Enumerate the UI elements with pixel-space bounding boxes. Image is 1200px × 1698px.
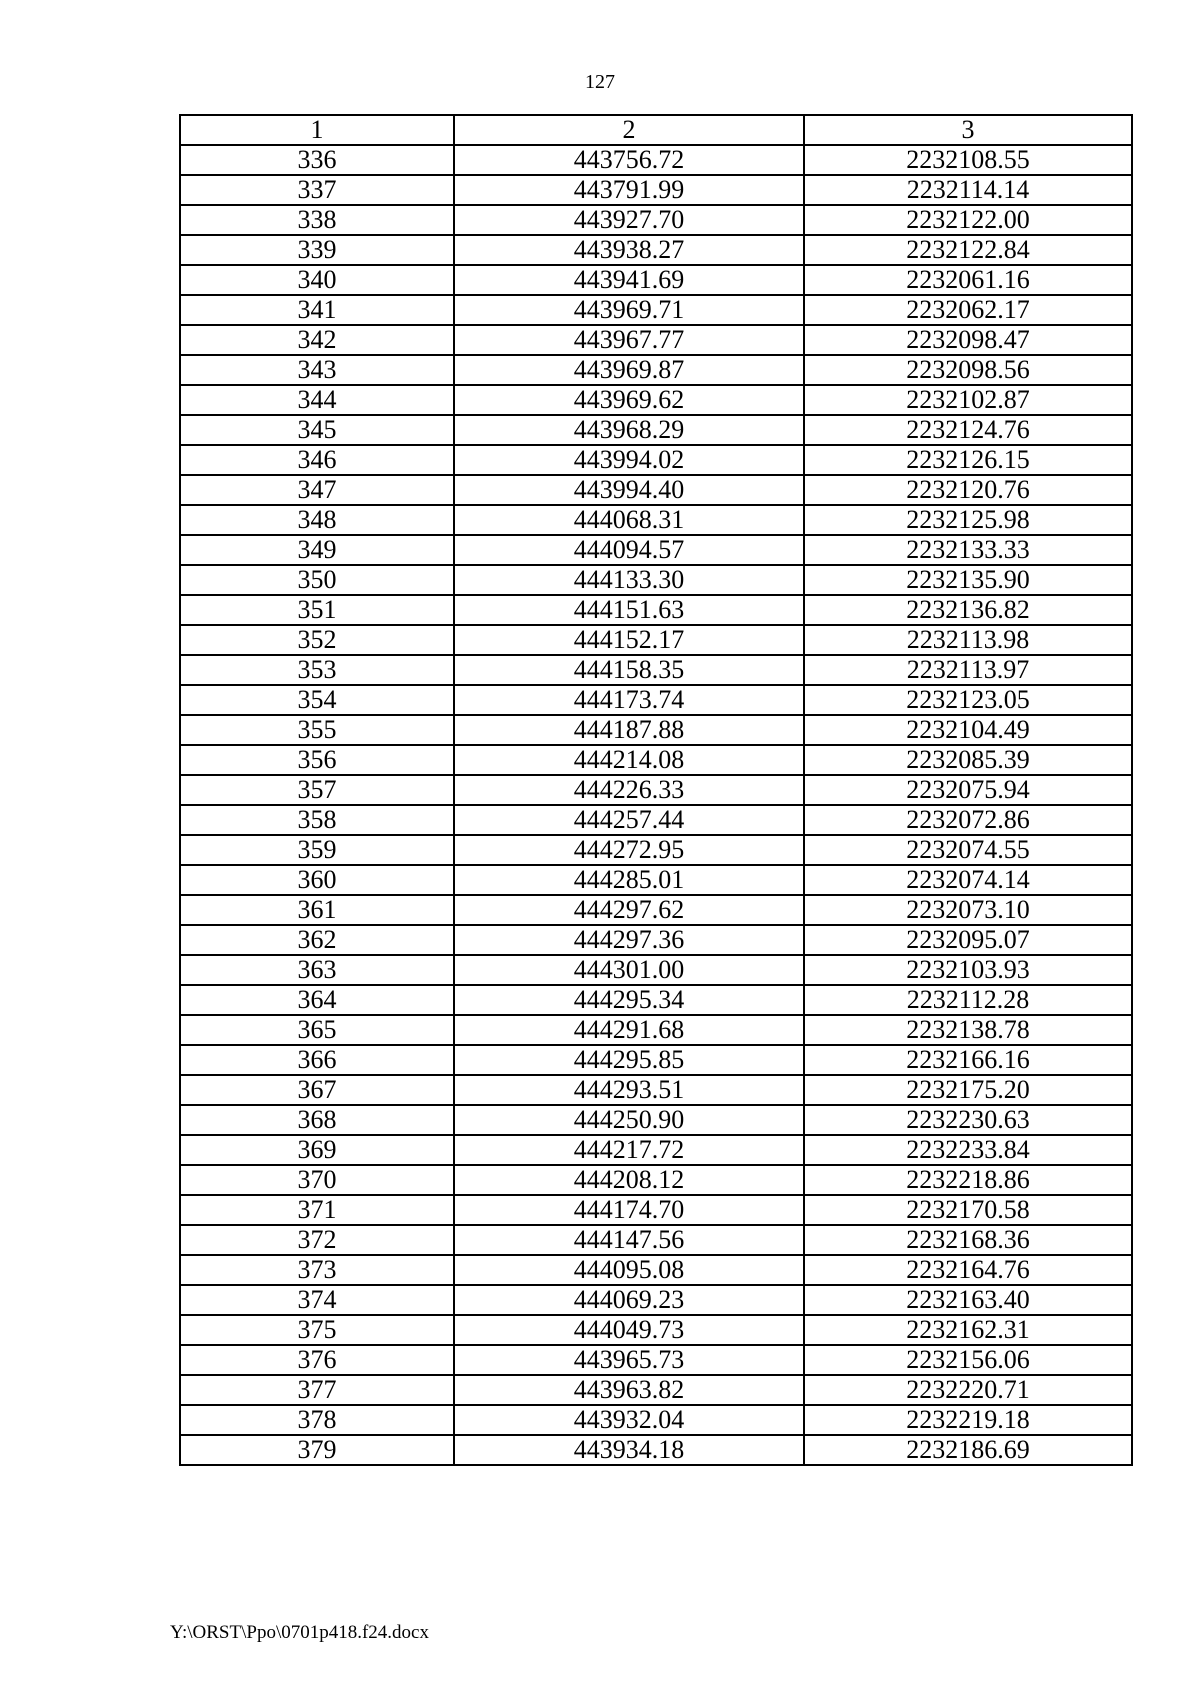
y-coordinate-cell: 2232095.07 — [804, 925, 1132, 955]
y-coordinate-cell: 2232135.90 — [804, 565, 1132, 595]
y-coordinate-cell: 2232218.86 — [804, 1165, 1132, 1195]
point-number-cell: 374 — [180, 1285, 454, 1315]
point-number-cell: 344 — [180, 385, 454, 415]
x-coordinate-cell: 444133.30 — [454, 565, 804, 595]
point-number-cell: 373 — [180, 1255, 454, 1285]
y-coordinate-cell: 2232113.98 — [804, 625, 1132, 655]
y-coordinate-cell: 2232138.78 — [804, 1015, 1132, 1045]
point-number-cell: 339 — [180, 235, 454, 265]
point-number-cell: 337 — [180, 175, 454, 205]
table-row — [180, 1255, 1132, 1285]
y-coordinate-cell: 2232162.31 — [804, 1315, 1132, 1345]
x-coordinate-cell: 443994.40 — [454, 475, 804, 505]
x-coordinate-cell: 444257.44 — [454, 805, 804, 835]
table-row — [180, 895, 1132, 925]
y-coordinate-cell: 2232074.14 — [804, 865, 1132, 895]
point-number-cell: 359 — [180, 835, 454, 865]
table-row — [180, 805, 1132, 835]
table-row — [180, 1135, 1132, 1165]
table-row — [180, 775, 1132, 805]
y-coordinate-cell: 2232114.14 — [804, 175, 1132, 205]
y-coordinate-cell: 2232230.63 — [804, 1105, 1132, 1135]
point-number-cell: 343 — [180, 355, 454, 385]
column-header-3: 3 — [804, 115, 1132, 145]
table-row — [180, 625, 1132, 655]
table-header — [180, 115, 1132, 145]
y-coordinate-cell: 2232120.76 — [804, 475, 1132, 505]
x-coordinate-cell: 444272.95 — [454, 835, 804, 865]
table-row — [180, 745, 1132, 775]
y-coordinate-cell: 2232219.18 — [804, 1405, 1132, 1435]
point-number-cell: 357 — [180, 775, 454, 805]
table-row — [180, 475, 1132, 505]
table-row — [180, 655, 1132, 685]
point-number-cell: 347 — [180, 475, 454, 505]
table-row — [180, 1285, 1132, 1315]
table-row — [180, 205, 1132, 235]
x-coordinate-cell: 444214.08 — [454, 745, 804, 775]
point-number-cell: 378 — [180, 1405, 454, 1435]
point-number-cell: 349 — [180, 535, 454, 565]
column-header-2: 2 — [454, 115, 804, 145]
y-coordinate-cell: 2232073.10 — [804, 895, 1132, 925]
y-coordinate-cell: 2232164.76 — [804, 1255, 1132, 1285]
table-row — [180, 1375, 1132, 1405]
x-coordinate-cell: 443791.99 — [454, 175, 804, 205]
point-number-cell: 340 — [180, 265, 454, 295]
x-coordinate-cell: 444250.90 — [454, 1105, 804, 1135]
y-coordinate-cell: 2232168.36 — [804, 1225, 1132, 1255]
y-coordinate-cell: 2232170.58 — [804, 1195, 1132, 1225]
x-coordinate-cell: 444285.01 — [454, 865, 804, 895]
column-header-1: 1 — [180, 115, 454, 145]
y-coordinate-cell: 2232112.28 — [804, 985, 1132, 1015]
x-coordinate-cell: 444049.73 — [454, 1315, 804, 1345]
x-coordinate-cell: 444208.12 — [454, 1165, 804, 1195]
table-row — [180, 1345, 1132, 1375]
point-number-cell: 346 — [180, 445, 454, 475]
point-number-cell: 369 — [180, 1135, 454, 1165]
y-coordinate-cell: 2232163.40 — [804, 1285, 1132, 1315]
x-coordinate-cell: 444152.17 — [454, 625, 804, 655]
y-coordinate-cell: 2232085.39 — [804, 745, 1132, 775]
y-coordinate-cell: 2232233.84 — [804, 1135, 1132, 1165]
table-row — [180, 1075, 1132, 1105]
table-row — [180, 925, 1132, 955]
point-number-cell: 351 — [180, 595, 454, 625]
y-coordinate-cell: 2232220.71 — [804, 1375, 1132, 1405]
x-coordinate-cell: 443941.69 — [454, 265, 804, 295]
x-coordinate-cell: 444226.33 — [454, 775, 804, 805]
y-coordinate-cell: 2232113.97 — [804, 655, 1132, 685]
y-coordinate-cell: 2232103.93 — [804, 955, 1132, 985]
x-coordinate-cell: 444173.74 — [454, 685, 804, 715]
header-row — [180, 115, 1132, 145]
y-coordinate-cell: 2232123.05 — [804, 685, 1132, 715]
x-coordinate-cell: 443969.87 — [454, 355, 804, 385]
table-row — [180, 1405, 1132, 1435]
footer-file-path: Y:\ORST\Ppo\0701p418.f24.docx — [170, 1622, 429, 1643]
table-row — [180, 235, 1132, 265]
table-row — [180, 265, 1132, 295]
table-row — [180, 385, 1132, 415]
x-coordinate-cell: 444217.72 — [454, 1135, 804, 1165]
x-coordinate-cell: 443963.82 — [454, 1375, 804, 1405]
table-row — [180, 715, 1132, 745]
y-coordinate-cell: 2232108.55 — [804, 145, 1132, 175]
y-coordinate-cell: 2232136.82 — [804, 595, 1132, 625]
table-row — [180, 565, 1132, 595]
x-coordinate-cell: 443968.29 — [454, 415, 804, 445]
x-coordinate-cell: 444147.56 — [454, 1225, 804, 1255]
y-coordinate-cell: 2232122.00 — [804, 205, 1132, 235]
y-coordinate-cell: 2232104.49 — [804, 715, 1132, 745]
table-row — [180, 685, 1132, 715]
table-row — [180, 1195, 1132, 1225]
point-number-cell: 358 — [180, 805, 454, 835]
table-row — [180, 535, 1132, 565]
x-coordinate-cell: 443967.77 — [454, 325, 804, 355]
point-number-cell: 355 — [180, 715, 454, 745]
y-coordinate-cell: 2232102.87 — [804, 385, 1132, 415]
x-coordinate-cell: 444151.63 — [454, 595, 804, 625]
x-coordinate-cell: 444174.70 — [454, 1195, 804, 1225]
point-number-cell: 356 — [180, 745, 454, 775]
point-number-cell: 348 — [180, 505, 454, 535]
table-row — [180, 1015, 1132, 1045]
x-coordinate-cell: 444158.35 — [454, 655, 804, 685]
y-coordinate-cell: 2232125.98 — [804, 505, 1132, 535]
point-number-cell: 364 — [180, 985, 454, 1015]
point-number-cell: 366 — [180, 1045, 454, 1075]
x-coordinate-cell: 444069.23 — [454, 1285, 804, 1315]
y-coordinate-cell: 2232074.55 — [804, 835, 1132, 865]
point-number-cell: 354 — [180, 685, 454, 715]
page-number: 127 — [585, 71, 615, 93]
y-coordinate-cell: 2232061.16 — [804, 265, 1132, 295]
x-coordinate-cell: 444187.88 — [454, 715, 804, 745]
table-row — [180, 835, 1132, 865]
point-number-cell: 362 — [180, 925, 454, 955]
point-number-cell: 342 — [180, 325, 454, 355]
coordinates-table — [179, 114, 1133, 1466]
x-coordinate-cell: 443938.27 — [454, 235, 804, 265]
table-row — [180, 505, 1132, 535]
table-row — [180, 865, 1132, 895]
x-coordinate-cell: 444295.34 — [454, 985, 804, 1015]
x-coordinate-cell: 444095.08 — [454, 1255, 804, 1285]
point-number-cell: 341 — [180, 295, 454, 325]
y-coordinate-cell: 2232133.33 — [804, 535, 1132, 565]
point-number-cell: 377 — [180, 1375, 454, 1405]
table-row — [180, 595, 1132, 625]
table-row — [180, 1315, 1132, 1345]
y-coordinate-cell: 2232098.56 — [804, 355, 1132, 385]
point-number-cell: 345 — [180, 415, 454, 445]
y-coordinate-cell: 2232175.20 — [804, 1075, 1132, 1105]
y-coordinate-cell: 2232072.86 — [804, 805, 1132, 835]
x-coordinate-cell: 444297.36 — [454, 925, 804, 955]
table-row — [180, 445, 1132, 475]
x-coordinate-cell: 444291.68 — [454, 1015, 804, 1045]
table-row — [180, 1435, 1132, 1465]
point-number-cell: 367 — [180, 1075, 454, 1105]
x-coordinate-cell: 444301.00 — [454, 955, 804, 985]
x-coordinate-cell: 443965.73 — [454, 1345, 804, 1375]
y-coordinate-cell: 2232186.69 — [804, 1435, 1132, 1465]
point-number-cell: 353 — [180, 655, 454, 685]
table-row — [180, 175, 1132, 205]
point-number-cell: 371 — [180, 1195, 454, 1225]
y-coordinate-cell: 2232166.16 — [804, 1045, 1132, 1075]
y-coordinate-cell: 2232062.17 — [804, 295, 1132, 325]
table-body — [180, 145, 1132, 1465]
point-number-cell: 379 — [180, 1435, 454, 1465]
point-number-cell: 352 — [180, 625, 454, 655]
x-coordinate-cell: 444297.62 — [454, 895, 804, 925]
y-coordinate-cell: 2232124.76 — [804, 415, 1132, 445]
table-row — [180, 145, 1132, 175]
x-coordinate-cell: 443969.71 — [454, 295, 804, 325]
x-coordinate-cell: 444295.85 — [454, 1045, 804, 1075]
y-coordinate-cell: 2232126.15 — [804, 445, 1132, 475]
y-coordinate-cell: 2232156.06 — [804, 1345, 1132, 1375]
x-coordinate-cell: 443994.02 — [454, 445, 804, 475]
point-number-cell: 368 — [180, 1105, 454, 1135]
point-number-cell: 361 — [180, 895, 454, 925]
table-row — [180, 1045, 1132, 1075]
x-coordinate-cell: 443927.70 — [454, 205, 804, 235]
y-coordinate-cell: 2232098.47 — [804, 325, 1132, 355]
y-coordinate-cell: 2232122.84 — [804, 235, 1132, 265]
table-row — [180, 355, 1132, 385]
table-row — [180, 985, 1132, 1015]
x-coordinate-cell: 443969.62 — [454, 385, 804, 415]
point-number-cell: 338 — [180, 205, 454, 235]
table-row — [180, 1165, 1132, 1195]
table-row — [180, 295, 1132, 325]
point-number-cell: 365 — [180, 1015, 454, 1045]
table-row — [180, 325, 1132, 355]
x-coordinate-cell: 444068.31 — [454, 505, 804, 535]
point-number-cell: 350 — [180, 565, 454, 595]
table-row — [180, 1105, 1132, 1135]
table-row — [180, 955, 1132, 985]
point-number-cell: 363 — [180, 955, 454, 985]
point-number-cell: 336 — [180, 145, 454, 175]
table-row — [180, 1225, 1132, 1255]
x-coordinate-cell: 443756.72 — [454, 145, 804, 175]
point-number-cell: 370 — [180, 1165, 454, 1195]
point-number-cell: 372 — [180, 1225, 454, 1255]
point-number-cell: 376 — [180, 1345, 454, 1375]
x-coordinate-cell: 444094.57 — [454, 535, 804, 565]
x-coordinate-cell: 443934.18 — [454, 1435, 804, 1465]
point-number-cell: 360 — [180, 865, 454, 895]
x-coordinate-cell: 443932.04 — [454, 1405, 804, 1435]
point-number-cell: 375 — [180, 1315, 454, 1345]
x-coordinate-cell: 444293.51 — [454, 1075, 804, 1105]
table-row — [180, 415, 1132, 445]
y-coordinate-cell: 2232075.94 — [804, 775, 1132, 805]
